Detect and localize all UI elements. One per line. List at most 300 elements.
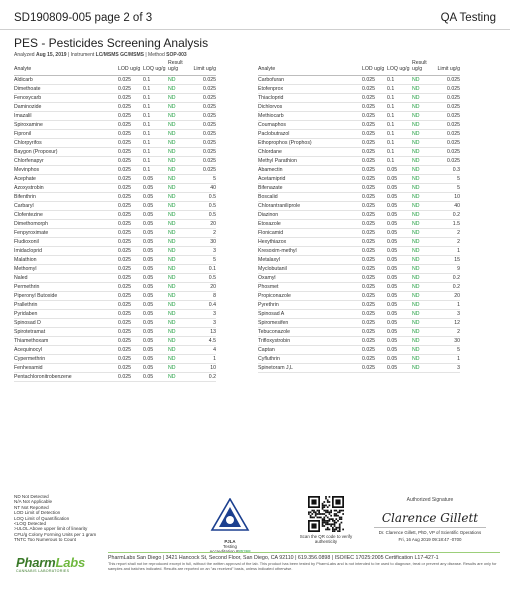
analyte-cell: Kresoxim-methyl <box>258 246 362 255</box>
loq-cell: 0.05 <box>143 246 168 255</box>
analyte-cell: Acequinocyl <box>14 345 118 354</box>
limit-cell: 1.5 <box>437 219 460 228</box>
table-row <box>14 282 216 291</box>
lod-cell: 0.025 <box>362 228 387 237</box>
result-cell: ND <box>412 264 437 273</box>
limit-cell: 0.5 <box>193 201 216 210</box>
result-cell: ND <box>168 282 193 291</box>
loq-cell: 0.05 <box>387 183 412 192</box>
analyte-cell: Baygon (Propoxur) <box>14 147 118 156</box>
lod-cell: 0.025 <box>362 75 387 84</box>
result-cell: ND <box>168 246 193 255</box>
abbreviation-legend <box>14 494 96 543</box>
analyte-cell: Spiroxamine <box>14 120 118 129</box>
lod-cell: 0.025 <box>118 336 143 345</box>
result-cell: ND <box>412 138 437 147</box>
accreditation-number: Accreditation #85368 <box>209 549 251 554</box>
limit-cell: 0.5 <box>193 192 216 201</box>
loq-cell: 0.05 <box>387 300 412 309</box>
legend-item: LOQ Limit of Quantification <box>14 515 70 521</box>
lod-cell: 0.025 <box>118 120 143 129</box>
result-cell: ND <box>168 363 193 372</box>
result-cell: ND <box>168 192 193 201</box>
result-cell: ND <box>412 237 437 246</box>
limit-cell: 10 <box>193 363 216 372</box>
loq-cell: 0.05 <box>387 363 412 372</box>
table-row <box>258 354 460 363</box>
loq-cell: 0.1 <box>143 84 168 93</box>
loq-cell: 0.05 <box>143 336 168 345</box>
disclaimer: This report shall not be reproduced except in full, without the written approval of the lab. This product has been tested by PharmLabs and is not intended to be used to diagnose, treat or prevent any disease. Results are only for samples and batches indicated. Results are reported on an "as received" basis, unless indicated otherwise. <box>108 561 497 571</box>
result-cell: ND <box>168 174 193 183</box>
limit-cell: 9 <box>437 264 460 273</box>
analyte-cell: Trifloxystrobin <box>258 336 362 345</box>
analyte-cell: Paclobutrazol <box>258 129 362 138</box>
analyte-cell: Thiacloprid <box>258 93 362 102</box>
table-row <box>258 129 460 138</box>
result-cell: ND <box>412 273 437 282</box>
result-cell: ND <box>412 309 437 318</box>
limit-cell: 0.025 <box>437 129 460 138</box>
loq-cell: 0.05 <box>387 165 412 174</box>
loq-cell: 0.05 <box>143 273 168 282</box>
loq-cell: 0.1 <box>387 120 412 129</box>
table-row <box>258 282 460 291</box>
limit-cell: 13 <box>193 327 216 336</box>
loq-cell: 0.05 <box>143 228 168 237</box>
result-cell: ND <box>412 219 437 228</box>
limit-cell: 0.025 <box>437 147 460 156</box>
limit-cell: 0.025 <box>193 165 216 174</box>
table-row <box>14 228 216 237</box>
result-cell: ND <box>412 282 437 291</box>
analyte-cell: Spinosad D <box>14 318 118 327</box>
col-analyte: Analyte <box>258 60 362 75</box>
limit-cell: 0.025 <box>193 93 216 102</box>
table-row <box>258 219 460 228</box>
analyte-cell: Methiocarb <box>258 111 362 120</box>
signature-line <box>374 527 486 528</box>
lod-cell: 0.025 <box>118 327 143 336</box>
result-cell: ND <box>168 264 193 273</box>
table-row <box>14 183 216 192</box>
department-label: QA Testing <box>440 12 496 24</box>
lod-cell: 0.025 <box>362 210 387 219</box>
pjla-logo-icon <box>210 498 250 532</box>
limit-cell: 0.025 <box>193 147 216 156</box>
table-row <box>14 201 216 210</box>
table-row <box>14 300 216 309</box>
loq-cell: 0.05 <box>143 201 168 210</box>
analyte-cell: Clofentezine <box>14 210 118 219</box>
limit-cell: 10 <box>437 192 460 201</box>
result-cell: ND <box>168 336 193 345</box>
lod-cell: 0.025 <box>362 327 387 336</box>
qr-caption: Scan the QR code to verify authenticity <box>299 534 353 544</box>
limit-cell: 15 <box>437 255 460 264</box>
limit-cell: 0.4 <box>193 300 216 309</box>
lod-cell: 0.025 <box>362 174 387 183</box>
limit-cell: 0.2 <box>437 273 460 282</box>
analyte-cell: Bifenazate <box>258 183 362 192</box>
footer-divider <box>108 552 500 553</box>
loq-cell: 0.05 <box>387 282 412 291</box>
signature-block <box>360 497 500 542</box>
limit-cell: 4.5 <box>193 336 216 345</box>
analyte-cell: Cyfluthrin <box>258 354 362 363</box>
legend-item: <LOQ Detected <box>14 521 47 527</box>
lod-cell: 0.025 <box>118 345 143 354</box>
limit-cell: 30 <box>437 336 460 345</box>
loq-cell: 0.1 <box>387 84 412 93</box>
analyte-cell: Spirotetramat <box>14 327 118 336</box>
analyte-cell: Dimethomorph <box>14 219 118 228</box>
lod-cell: 0.025 <box>118 318 143 327</box>
handwritten-signature-icon <box>370 507 490 529</box>
analyte-cell: Etofenprox <box>258 84 362 93</box>
result-cell: ND <box>412 228 437 237</box>
table-row <box>258 111 460 120</box>
limit-cell: 5 <box>193 174 216 183</box>
result-cell: ND <box>412 300 437 309</box>
lod-cell: 0.025 <box>118 102 143 111</box>
loq-cell: 0.05 <box>143 219 168 228</box>
result-cell: ND <box>168 219 193 228</box>
limit-cell: 1 <box>437 354 460 363</box>
result-cell: ND <box>412 345 437 354</box>
analyte-cell: Spinetoram J,L <box>258 363 362 372</box>
table-row <box>14 192 216 201</box>
result-cell: ND <box>412 147 437 156</box>
result-cell: ND <box>412 291 437 300</box>
loq-cell: 0.05 <box>143 363 168 372</box>
table-row <box>258 138 460 147</box>
pharmlabs-logo <box>16 555 85 573</box>
limit-cell: 0.025 <box>193 129 216 138</box>
result-cell: ND <box>412 192 437 201</box>
lod-cell: 0.025 <box>362 183 387 192</box>
result-cell: ND <box>412 354 437 363</box>
table-row <box>14 120 216 129</box>
analyte-cell: Fenhexamid <box>14 363 118 372</box>
limit-cell: 8 <box>193 291 216 300</box>
limit-cell: 40 <box>437 201 460 210</box>
analyte-cell: Malathion <box>14 255 118 264</box>
loq-cell: 0.05 <box>387 345 412 354</box>
loq-cell: 0.1 <box>143 120 168 129</box>
table-row <box>258 246 460 255</box>
lod-cell: 0.025 <box>362 219 387 228</box>
lod-cell: 0.025 <box>118 237 143 246</box>
table-row <box>14 291 216 300</box>
col-analyte: Analyte <box>14 60 118 75</box>
loq-cell: 0.05 <box>143 183 168 192</box>
result-cell: ND <box>168 147 193 156</box>
loq-cell: 0.1 <box>387 129 412 138</box>
analyte-cell: Oxamyl <box>258 273 362 282</box>
loq-cell: 0.05 <box>387 273 412 282</box>
analyte-cell: Imidacloprid <box>14 246 118 255</box>
col-lod: LOD ug/g <box>118 60 143 75</box>
svg-text:Clarence Gillett: Clarence Gillett <box>381 511 479 525</box>
analyte-cell: Chlordane <box>258 147 362 156</box>
brand-tagline: CANNABIS LABORATORIES <box>16 569 70 573</box>
table-row <box>14 273 216 282</box>
analyte-cell: Naled <box>14 273 118 282</box>
limit-cell: 0.025 <box>437 75 460 84</box>
result-cell: ND <box>168 201 193 210</box>
analyte-cell: Pyrethrin <box>258 300 362 309</box>
loq-cell: 0.1 <box>143 102 168 111</box>
table-row <box>258 93 460 102</box>
lod-cell: 0.025 <box>362 309 387 318</box>
loq-cell: 0.05 <box>143 264 168 273</box>
loq-cell: 0.1 <box>143 138 168 147</box>
lod-cell: 0.025 <box>362 264 387 273</box>
lod-cell: 0.025 <box>118 372 143 381</box>
lod-cell: 0.025 <box>362 336 387 345</box>
limit-cell: 0.025 <box>193 138 216 147</box>
analyte-cell: Pentachloronitrobenzene <box>14 372 118 381</box>
limit-cell: 0.025 <box>437 138 460 147</box>
table-row <box>14 255 216 264</box>
analyte-cell: Acetamiprid <box>258 174 362 183</box>
lod-cell: 0.025 <box>362 156 387 165</box>
result-cell: ND <box>168 75 193 84</box>
analyte-cell: Ethoprophos (Prophos) <box>258 138 362 147</box>
result-cell: ND <box>412 327 437 336</box>
lod-cell: 0.025 <box>118 255 143 264</box>
loq-cell: 0.05 <box>143 174 168 183</box>
table-row <box>14 336 216 345</box>
loq-cell: 0.05 <box>387 255 412 264</box>
result-cell: ND <box>412 165 437 174</box>
legend-item: N/A Not Applicable <box>14 499 53 505</box>
result-cell: ND <box>168 273 193 282</box>
limit-cell: 4 <box>193 345 216 354</box>
limit-cell: 0.025 <box>437 111 460 120</box>
limit-cell: 0.025 <box>193 75 216 84</box>
loq-cell: 0.05 <box>387 291 412 300</box>
table-row <box>14 84 216 93</box>
limit-cell: 0.025 <box>437 93 460 102</box>
table-row <box>14 237 216 246</box>
analyte-cell: Fenpyroximate <box>14 228 118 237</box>
lod-cell: 0.025 <box>362 318 387 327</box>
limit-cell: 0.2 <box>437 282 460 291</box>
lod-cell: 0.025 <box>362 120 387 129</box>
table-row <box>258 300 460 309</box>
loq-cell: 0.05 <box>387 174 412 183</box>
lod-cell: 0.025 <box>118 354 143 363</box>
limit-cell: 0.025 <box>193 111 216 120</box>
lod-cell: 0.025 <box>118 111 143 120</box>
result-cell: ND <box>168 156 193 165</box>
lod-cell: 0.025 <box>118 192 143 201</box>
lod-cell: 0.025 <box>362 138 387 147</box>
lod-cell: 0.025 <box>362 282 387 291</box>
table-row <box>258 201 460 210</box>
result-cell: ND <box>168 165 193 174</box>
col-loq: LOQ ug/g <box>387 60 412 75</box>
analyte-cell: Myclobutanil <box>258 264 362 273</box>
loq-cell: 0.05 <box>143 237 168 246</box>
analyte-cell: Azoxystrobin <box>14 183 118 192</box>
analyte-cell: Mevinphos <box>14 165 118 174</box>
analyte-cell: Fipronil <box>14 129 118 138</box>
lod-cell: 0.025 <box>118 93 143 102</box>
loq-cell: 0.1 <box>143 111 168 120</box>
loq-cell: 0.05 <box>143 255 168 264</box>
result-cell: ND <box>168 318 193 327</box>
analyte-cell: Abamectin <box>258 165 362 174</box>
loq-cell: 0.05 <box>143 309 168 318</box>
table-row <box>258 165 460 174</box>
limit-cell: 0.5 <box>193 210 216 219</box>
loq-cell: 0.1 <box>387 93 412 102</box>
analyte-cell: Dichlorvos <box>258 102 362 111</box>
results-table-right <box>258 60 460 373</box>
lod-cell: 0.025 <box>118 183 143 192</box>
loq-cell: 0.05 <box>387 246 412 255</box>
loq-cell: 0.05 <box>143 327 168 336</box>
analysis-meta: Analyzed Aug 15, 2019 | Instrument LC/MSMS GC/MSMS | Method SOP-003 <box>14 52 187 58</box>
limit-cell: 2 <box>193 228 216 237</box>
limit-cell: 20 <box>193 219 216 228</box>
table-row <box>258 237 460 246</box>
loq-cell: 0.05 <box>143 372 168 381</box>
analyte-cell: Methomyl <box>14 264 118 273</box>
table-row <box>14 363 216 372</box>
loq-cell: 0.1 <box>143 147 168 156</box>
table-row <box>14 246 216 255</box>
table-row <box>258 75 460 84</box>
result-cell: ND <box>412 75 437 84</box>
limit-cell: 0.025 <box>193 120 216 129</box>
table-row <box>258 210 460 219</box>
table-row <box>14 129 216 138</box>
result-cell: ND <box>168 138 193 147</box>
qr-code-icon[interactable] <box>308 496 344 532</box>
loq-cell: 0.05 <box>387 336 412 345</box>
table-row <box>14 138 216 147</box>
table-row <box>14 111 216 120</box>
table-row <box>258 102 460 111</box>
report-header <box>0 0 510 30</box>
lod-cell: 0.025 <box>118 246 143 255</box>
analyte-cell: Bifenthrin <box>14 192 118 201</box>
limit-cell: 5 <box>437 345 460 354</box>
lod-cell: 0.025 <box>118 282 143 291</box>
result-cell: ND <box>168 291 193 300</box>
limit-cell: 2 <box>437 237 460 246</box>
legend-item: CFU/g Colony Forming Units per 1 gram <box>14 531 97 537</box>
analyte-cell: Metalaxyl <box>258 255 362 264</box>
lod-cell: 0.025 <box>362 255 387 264</box>
loq-cell: 0.05 <box>387 201 412 210</box>
table-row <box>258 120 460 129</box>
table-row <box>258 318 460 327</box>
result-cell: ND <box>168 354 193 363</box>
analyte-cell: Acephate <box>14 174 118 183</box>
limit-cell: 0.025 <box>437 102 460 111</box>
pjla-label: PJLA <box>224 539 236 544</box>
analyte-cell: Imazalil <box>14 111 118 120</box>
legend-item: ND Not Detected <box>14 494 49 499</box>
legend-item: LOD Limit of Detection <box>14 510 61 516</box>
result-cell: ND <box>168 327 193 336</box>
result-cell: ND <box>412 210 437 219</box>
analyte-cell: Phosmet <box>258 282 362 291</box>
col-loq: LOQ ug/g <box>143 60 168 75</box>
result-cell: ND <box>412 318 437 327</box>
table-row <box>258 345 460 354</box>
pjla-testing: Testing <box>223 544 237 549</box>
loq-cell: 0.1 <box>143 75 168 84</box>
limit-cell: 1 <box>437 300 460 309</box>
lod-cell: 0.025 <box>362 111 387 120</box>
table-row <box>258 84 460 93</box>
table-row <box>14 372 216 381</box>
table-row <box>258 228 460 237</box>
result-cell: ND <box>412 156 437 165</box>
analyte-cell: Daminozide <box>14 102 118 111</box>
table-row <box>14 210 216 219</box>
signature-header: Authorized Signature <box>406 497 454 503</box>
lod-cell: 0.025 <box>362 93 387 102</box>
limit-cell: 3 <box>193 309 216 318</box>
limit-cell: 20 <box>437 291 460 300</box>
brand-main: Pharm <box>16 555 56 570</box>
loq-cell: 0.05 <box>387 264 412 273</box>
lod-cell: 0.025 <box>362 237 387 246</box>
analyte-cell: Piperonyl Butoxide <box>14 291 118 300</box>
analyte-cell: Chlorfenapyr <box>14 156 118 165</box>
qr-block <box>298 496 354 544</box>
result-cell: ND <box>412 363 437 372</box>
lod-cell: 0.025 <box>362 102 387 111</box>
limit-cell: 40 <box>193 183 216 192</box>
analyte-cell: Permethrin <box>14 282 118 291</box>
limit-cell: 0.025 <box>193 84 216 93</box>
loq-cell: 0.05 <box>387 327 412 336</box>
analyte-cell: Thiamethoxam <box>14 336 118 345</box>
limit-cell: 0.025 <box>437 156 460 165</box>
lod-cell: 0.025 <box>118 201 143 210</box>
result-cell: ND <box>168 237 193 246</box>
analyte-cell: Captan <box>258 345 362 354</box>
analyte-cell: Etoxazole <box>258 219 362 228</box>
col-limit: Limit ug/g <box>437 60 460 75</box>
analyte-cell: Cypermethrin <box>14 354 118 363</box>
col-result: Result ug/g <box>412 60 437 75</box>
analyte-cell: Chlorantraniliprole <box>258 201 362 210</box>
lod-cell: 0.025 <box>118 75 143 84</box>
limit-cell: 1 <box>437 246 460 255</box>
limit-cell: 30 <box>193 237 216 246</box>
result-cell: ND <box>412 120 437 129</box>
table-row <box>258 156 460 165</box>
brand-accent: Labs <box>55 555 86 570</box>
limit-cell: 5 <box>193 255 216 264</box>
lod-cell: 0.025 <box>118 174 143 183</box>
loq-cell: 0.1 <box>387 75 412 84</box>
loq-cell: 0.05 <box>387 237 412 246</box>
table-row <box>258 255 460 264</box>
limit-cell: 0.025 <box>437 120 460 129</box>
result-cell: ND <box>412 336 437 345</box>
result-cell: ND <box>168 255 193 264</box>
